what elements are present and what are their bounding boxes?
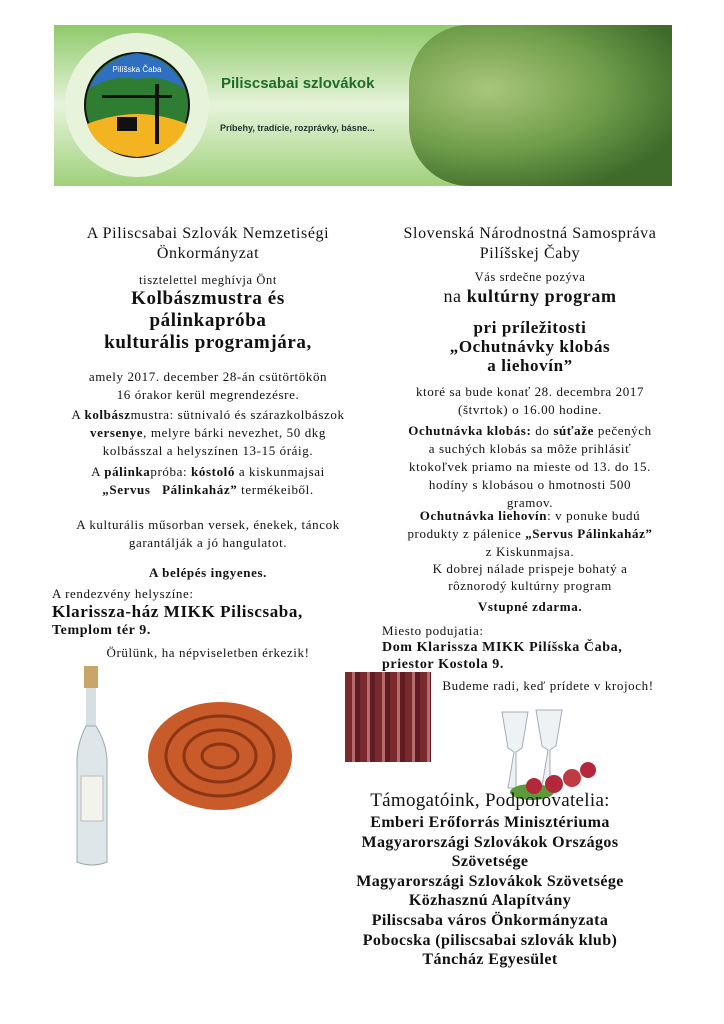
banner-subtitle: Príbehy, tradície, rozprávky, básne...	[220, 123, 375, 133]
header-banner	[54, 25, 672, 186]
sk-occasion: pri príležitosti „Ochutnávky klobás a liehovín”	[449, 318, 611, 375]
sk-venue-label: Miesto podujatia:	[382, 623, 484, 638]
palinka-bottle-image	[72, 666, 112, 868]
hu-sausage-contest: A kolbászmustra: sütnivaló és szárazkolbászok versenye, melyre bárki nevezhet, 50 dkg kolbásszal a helyszínen 13-15 óráig.	[71, 407, 345, 458]
sponsor-item: Magyarországi Szlovákok Országos	[361, 833, 619, 851]
hu-date: amely 2017. december 28-án csütörtökön 16 órakor kerül megrendezésre.	[88, 369, 328, 402]
hu-organization: A Piliscsabai Szlovák Nemzetiségi Önkormányzat	[86, 225, 330, 262]
sk-sausage-contest: Ochutnávka klobás: do súťaže pečených a suchých klobás sa môže prihlásiť ktokoľvek priamo na mieste od 13. do 15. hodíny s klobásou o hmotnosti 500 gramov.	[408, 423, 652, 510]
sk-invite: Vás srdečne pozýva	[474, 270, 586, 284]
hanging-sausages-image	[345, 672, 431, 762]
banner-photo-willow-tree	[409, 25, 672, 186]
hu-event-title: Kolbászmustra és pálinkapróba kulturális programjára,	[104, 288, 312, 353]
hu-free-entry: A belépés ingyenes.	[149, 565, 267, 580]
sponsor-item: Közhasznú Alapítvány	[408, 892, 572, 910]
sausage-coil-image	[146, 700, 294, 812]
svg-text:Pilíšska Čaba: Pilíšska Čaba	[112, 65, 162, 74]
sponsor-item: Piliscsaba város Önkormányzata	[371, 911, 609, 929]
sk-program: na kultúrny program	[443, 286, 617, 306]
sk-costume-note: Budeme radi, keď prídete v krojoch!	[442, 678, 654, 693]
logo-emblem	[62, 29, 212, 182]
sponsor-item: Emberi Erőforrás Minisztériuma	[370, 814, 610, 831]
sponsor-item: Pobocska (piliscsabai szlovák klub)	[362, 931, 618, 949]
sponsors-list	[310, 813, 670, 970]
hu-venue-label: A rendezvény helyszíne:	[52, 586, 194, 601]
hu-invite: tisztelettel meghívja Önt	[139, 273, 277, 287]
sk-spirits-tasting: Ochutnávka liehovín: v ponuke budú produkty z pálenice „Servus Pálinkaház” z Kiskunmajsa.	[407, 508, 653, 559]
sk-organization: Slovenská Národnostná Samospráva Pilíšskej Čaby	[403, 225, 657, 262]
banner-title: Piliscsabai szlovákok	[221, 75, 375, 92]
sponsor-item: Táncház Egyesület	[422, 951, 558, 969]
sponsor-item: Magyarországi Szlovákok Szövetsége	[356, 872, 624, 890]
sk-free-entry: Vstupné zdarma.	[477, 599, 583, 614]
sk-venue: Dom Klarissza MIKK Pilíšska Čaba, priestor Kostola 9.	[382, 640, 623, 672]
hu-culture: A kulturális műsorban versek, énekek, táncok garantálják a jó hangulatot.	[76, 517, 340, 550]
hu-venue: Klarissza-ház MIKK Piliscsaba, Templom tér 9.	[52, 602, 303, 638]
sponsor-item: Szövetsége	[451, 853, 529, 871]
hu-palinka-tasting: A pálinkapróba: kóstoló a kiskunmajsai „Servus Pálinkaház” termékeiből.	[91, 464, 325, 497]
hu-costume-note: Örülünk, ha népviseletben érkezik!	[106, 645, 310, 660]
sk-culture: K dobrej nálade prispeje bohatý a rôznorodý kultúrny program	[432, 561, 628, 593]
sk-date: ktoré sa bude konať 28. decembra 2017 (štvrtok) o 16.00 hodine.	[415, 384, 645, 417]
sponsors-heading: Támogatóink, Podporovatelia:	[370, 790, 610, 811]
